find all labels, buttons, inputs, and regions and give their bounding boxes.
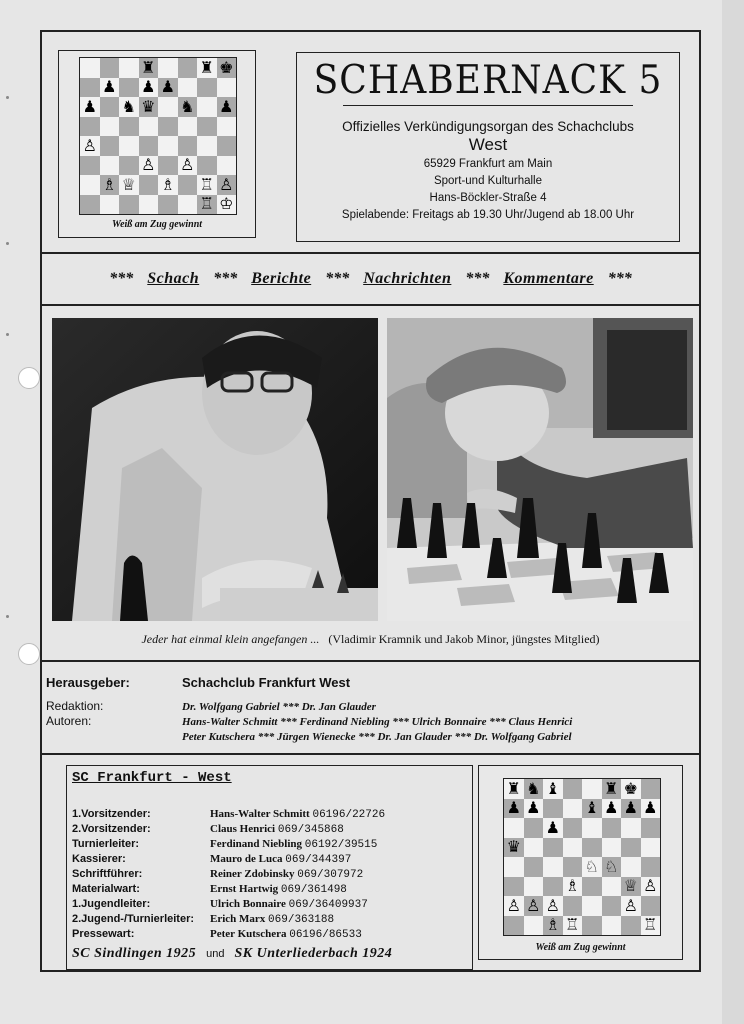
officer-name: Ulrich Bonnaire [210,898,286,910]
newsletter-title: SCHABERNACK 5 [313,58,663,103]
black-pawn-icon: ♟ [623,798,638,818]
board-square [217,117,237,137]
white-bishop-icon: ♗ [545,915,560,935]
officer-phone: 069/344397 [285,854,352,866]
board-square [217,156,237,176]
board-square [100,78,120,98]
board-square [641,916,661,936]
board-square [217,195,237,215]
partner-club: SC Sindlingen 1925 [72,946,197,961]
punch-hole [18,367,40,389]
board-square [80,195,100,215]
officer-name: Ernst Hartwig [210,883,279,895]
board-square [621,916,641,936]
photo-section [42,306,699,662]
board-caption: Weiß am Zug gewinnt [535,942,626,953]
board-square [543,896,563,916]
black-queen-icon: ♛ [506,837,521,857]
banner-word: Nachrichten [363,270,452,287]
black-pawn-icon: ♟ [506,798,521,818]
chess-puzzle-bottom [478,765,683,960]
officer-role: 1.Jugendleiter: [72,898,151,910]
chessboard [503,778,661,936]
officer-phone: 069/345868 [277,824,344,836]
black-pawn-icon: ♟ [160,77,175,97]
board-square [100,58,120,78]
officer-role: Kassierer: [72,853,126,865]
board-square [139,58,159,78]
board-square [197,195,217,215]
black-rook-icon: ♜ [141,57,156,77]
board-square [197,156,217,176]
board-square [524,857,544,877]
board-square [139,195,159,215]
partner-club: SK Unterliederbach 1924 [234,946,393,961]
board-square [178,58,198,78]
officers-title: SC Frankfurt - West [72,770,232,786]
board-square [504,838,524,858]
white-pawn-icon: ♙ [180,155,195,175]
board-square [119,78,139,98]
officer-row [72,868,467,882]
board-square [80,117,100,137]
stars: *** [325,270,350,287]
officer-phone: 06192/39515 [304,839,378,851]
officer-row [72,838,467,852]
board-square [582,857,602,877]
board-square [563,818,583,838]
board-square [602,799,622,819]
board-square [504,799,524,819]
officer-entry [210,823,344,836]
board-square [100,97,120,117]
white-pawn-icon: ♙ [545,895,560,915]
board-square [178,156,198,176]
board-square [641,857,661,877]
officer-phone: 069/36409937 [288,899,368,911]
officer-name: Peter Kutschera [210,928,287,940]
board-square [504,779,524,799]
photo-illustration [387,318,693,621]
board-square [524,779,544,799]
board-square [139,136,159,156]
officer-name: Reiner Zdobinsky [210,868,295,880]
board-square [178,78,198,98]
address-line: Spielabende: Freitags ab 19.30 Uhr/Jugend ab 18.00 Uhr [341,209,635,221]
black-pawn-icon: ♟ [643,798,658,818]
stars: *** [213,270,238,287]
board-square [80,97,100,117]
punch-mark [6,333,9,336]
publisher-label: Herausgeber: [46,675,130,690]
officers-section [42,755,699,970]
board-square [217,175,237,195]
officer-role: Turnierleiter: [72,838,140,850]
photo-kramnik [52,318,378,621]
white-queen-icon: ♕ [623,876,638,896]
white-bishop-icon: ♗ [565,876,580,896]
photo-caption [42,632,699,647]
black-pawn-icon: ♟ [102,77,117,97]
board-caption: Weiß am Zug gewinnt [111,219,203,230]
punch-mark [6,615,9,618]
black-pawn-icon: ♟ [545,817,560,837]
black-king-icon: ♚ [219,57,234,77]
board-square [504,818,524,838]
board-square [602,877,622,897]
autoren-names: Peter Kutschera *** Jürgen Wienecke *** Dr. Jan Glauder *** Dr. Wolfgang Gabriel [182,731,572,743]
officer-row [72,808,467,822]
banner-word: Berichte [251,270,312,287]
board-square [504,896,524,916]
board-square [158,195,178,215]
board-square [563,838,583,858]
officer-row [72,928,467,942]
header-section [42,32,699,254]
board-square [100,156,120,176]
board-square [119,156,139,176]
partner-clubs [72,946,392,962]
board-square [178,195,198,215]
board-square [80,136,100,156]
board-square [563,877,583,897]
officer-phone: 069/307972 [297,869,364,881]
board-square [197,58,217,78]
officer-phone: 069/361498 [280,884,347,896]
board-square [100,136,120,156]
white-knight-icon: ♘ [604,856,619,876]
board-square [504,857,524,877]
board-square [80,58,100,78]
officer-name: Claus Henrici [210,823,276,835]
board-square [602,916,622,936]
board-square [543,799,563,819]
board-square [524,916,544,936]
board-square [563,916,583,936]
address-line: 65929 Frankfurt am Main [423,158,553,170]
board-square [543,877,563,897]
stars: *** [465,270,490,287]
board-square [504,916,524,936]
black-pawn-icon: ♟ [141,77,156,97]
board-square [197,136,217,156]
punch-hole [18,643,40,665]
board-square [582,799,602,819]
redaktion-names: Dr. Wolfgang Gabriel *** Dr. Jan Glauder [182,701,376,713]
board-square [602,779,622,799]
white-bishop-icon: ♗ [102,174,117,194]
board-square [582,896,602,916]
black-bishop-icon: ♝ [584,798,599,818]
board-square [543,916,563,936]
white-pawn-icon: ♙ [643,876,658,896]
board-square [139,78,159,98]
board-square [621,896,641,916]
white-rook-icon: ♖ [565,915,580,935]
board-square [158,58,178,78]
board-square [217,97,237,117]
board-square [119,117,139,137]
black-knight-icon: ♞ [121,96,136,116]
board-square [119,97,139,117]
board-square [80,78,100,98]
black-knight-icon: ♞ [526,778,541,798]
board-square [641,877,661,897]
board-square [217,58,237,78]
and-word: und [206,948,225,960]
officer-row [72,823,467,837]
black-rook-icon: ♜ [506,778,521,798]
stars: *** [607,270,632,287]
board-square [139,97,159,117]
officer-name: Mauro de Luca [210,853,283,865]
white-queen-icon: ♕ [121,174,136,194]
officer-row [72,913,467,927]
board-square [641,779,661,799]
board-square [197,78,217,98]
black-rook-icon: ♜ [604,778,619,798]
address-line: Hans-Böckler-Straße 4 [429,192,547,204]
white-bishop-icon: ♗ [160,174,175,194]
officer-role: Pressewart: [72,928,135,940]
board-square [641,838,661,858]
board-square [582,838,602,858]
white-pawn-icon: ♙ [141,155,156,175]
board-square [178,175,198,195]
board-square [524,877,544,897]
punch-mark [6,242,9,245]
white-rook-icon: ♖ [199,194,214,214]
officer-entry [210,898,368,911]
officer-name: Ferdinand Niebling [210,838,302,850]
board-square [139,117,159,137]
title-box [296,52,680,242]
board-square [80,156,100,176]
board-square [621,799,641,819]
officer-entry [210,853,351,866]
board-square [197,117,217,137]
officer-entry [210,838,377,851]
subtitle: Offizielles Verkündigungsorgan des Schachclubs [342,119,634,134]
officer-phone: 069/363188 [268,914,335,926]
officer-role: 2.Jugend-/Turnierleiter: [72,913,195,925]
white-pawn-icon: ♙ [623,895,638,915]
board-square [621,779,641,799]
publisher-club: Schachclub Frankfurt West [182,675,351,690]
board-square [217,78,237,98]
board-square [119,58,139,78]
officer-row [72,853,467,867]
autoren-names: Hans-Walter Schmitt *** Ferdinand Niebling *** Ulrich Bonnaire *** Claus Henrici [182,716,573,728]
chessboard [79,57,237,215]
board-square [504,877,524,897]
title-underline [343,105,633,106]
officers-box [66,765,473,970]
board-square [582,916,602,936]
caption-plain: (Vladimir Kramnik und Jakob Minor, jüngstes Mitglied) [328,632,600,646]
white-knight-icon: ♘ [584,856,599,876]
publisher-section [42,662,699,755]
board-square [158,78,178,98]
board-square [641,818,661,838]
black-pawn-icon: ♟ [526,798,541,818]
autoren-label: Autoren: [46,714,92,728]
board-square [602,896,622,916]
board-square [80,175,100,195]
black-pawn-icon: ♟ [219,96,234,116]
board-square [139,175,159,195]
white-rook-icon: ♖ [643,915,658,935]
officer-row [72,898,467,912]
banner-section [42,254,699,306]
board-square [563,896,583,916]
newsletter-frame [40,30,701,972]
photo-jakob [387,318,693,621]
address-line: Sport-und Kulturhalle [433,175,543,187]
board-square [158,175,178,195]
black-pawn-icon: ♟ [604,798,619,818]
board-square [524,818,544,838]
white-pawn-icon: ♙ [526,895,541,915]
officer-entry [210,883,347,896]
board-square [158,136,178,156]
board-square [641,896,661,916]
board-square [178,117,198,137]
banner-word: Schach [147,270,200,287]
officer-entry [210,868,363,881]
board-square [543,779,563,799]
board-square [217,136,237,156]
board-square [563,779,583,799]
caption-italic: Jeder hat einmal klein angefangen ... [141,632,320,646]
officer-role: 2.Vorsitzender: [72,823,151,835]
board-square [100,175,120,195]
board-square [621,838,641,858]
board-square [543,857,563,877]
board-square [524,838,544,858]
board-square [158,117,178,137]
board-square [543,838,563,858]
officer-row [72,883,467,897]
board-square [100,117,120,137]
redaktion-label: Redaktion: [46,699,104,713]
board-square [582,877,602,897]
board-square [119,136,139,156]
topic-banner [42,254,699,304]
officer-phone: 06196/22726 [312,809,386,821]
officer-name: Hans-Walter Schmitt [210,808,310,820]
board-square [197,97,217,117]
board-square [582,818,602,838]
board-square [563,799,583,819]
black-pawn-icon: ♟ [82,96,97,116]
officer-entry [210,808,385,821]
board-square [158,156,178,176]
black-rook-icon: ♜ [199,57,214,77]
officer-phone: 06196/86533 [289,929,362,941]
board-square [139,156,159,176]
board-square [543,818,563,838]
board-square [563,857,583,877]
board-square [197,175,217,195]
officer-entry [210,913,334,926]
officer-name: Erich Marx [210,913,266,925]
board-square [582,779,602,799]
white-pawn-icon: ♙ [506,895,521,915]
board-square [178,97,198,117]
board-square [602,818,622,838]
black-queen-icon: ♛ [141,96,156,116]
board-square [524,896,544,916]
white-pawn-icon: ♙ [82,135,97,155]
officer-role: 1.Vorsitzender: [72,808,151,820]
board-square [641,799,661,819]
board-square [100,195,120,215]
stars: *** [109,270,134,287]
board-square [524,799,544,819]
black-king-icon: ♚ [623,778,638,798]
white-pawn-icon: ♙ [219,174,234,194]
officer-role: Schriftführer: [72,868,143,880]
officer-entry [210,928,362,941]
black-knight-icon: ♞ [180,96,195,116]
board-square [621,877,641,897]
officer-role: Materialwart: [72,883,140,895]
banner-word: Kommentare [503,270,594,287]
punch-mark [6,96,9,99]
board-square [602,857,622,877]
board-square [602,838,622,858]
black-bishop-icon: ♝ [545,778,560,798]
board-square [158,97,178,117]
white-king-icon: ♔ [219,194,234,214]
club-name: West [468,135,508,154]
board-square [621,857,641,877]
board-square [119,175,139,195]
board-square [178,136,198,156]
chess-puzzle-top [58,50,256,238]
board-square [119,195,139,215]
photo-illustration [52,318,378,621]
board-square [621,818,641,838]
white-rook-icon: ♖ [199,174,214,194]
